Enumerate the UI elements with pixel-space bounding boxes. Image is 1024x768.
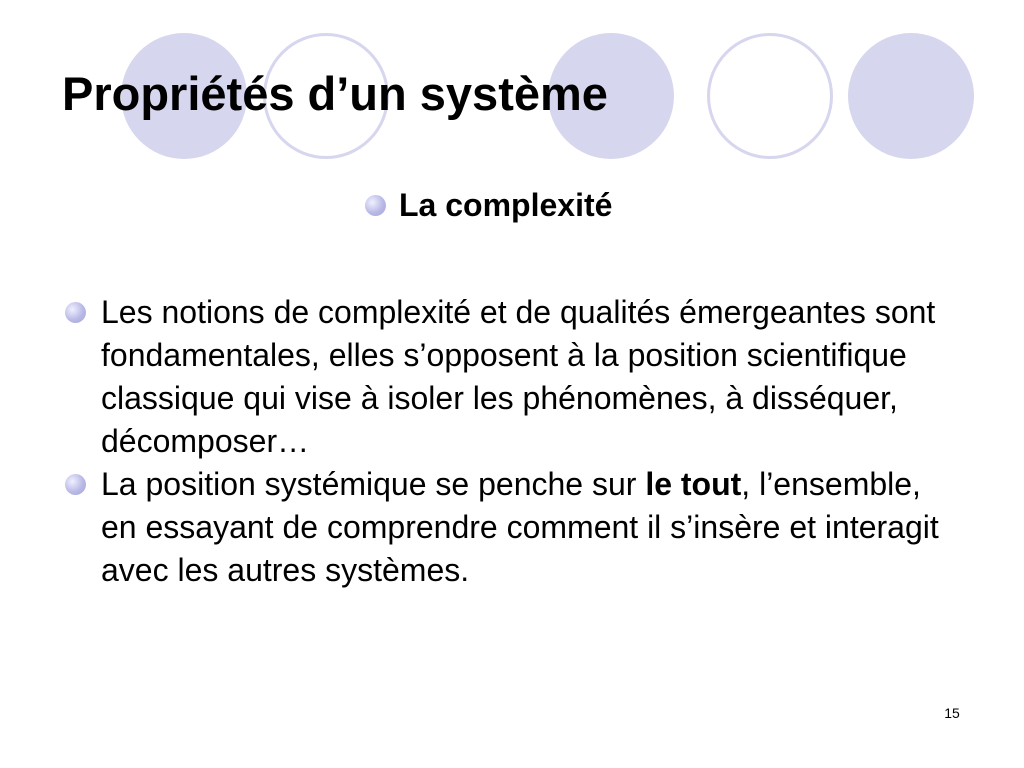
bullet-text-start: La position systémique se penche sur: [101, 466, 646, 502]
bullet-icon: [365, 195, 386, 216]
decorative-circle-outline: [707, 33, 833, 159]
decorative-circle-filled: [848, 33, 974, 159]
slide-title: Propriétés d’un système: [62, 67, 608, 120]
bullet-text-end: , l’ensemble, en essayant de comprendre comment il s’insère et interagit avec les autres systèmes.: [101, 466, 939, 588]
bullet-text-emphasis: le tout: [645, 466, 742, 502]
bullet-icon: [65, 474, 86, 495]
bullet-list: [62, 291, 962, 592]
bullet-text: Les notions de complexité et de qualités émergeantes sont fondamentales, elles s’opposent à la position scientifique classique qui vise à isoler les phénomènes, à disséquer, décomposer…: [101, 294, 936, 459]
bullet-icon: [65, 302, 86, 323]
slide-subtitle: [362, 185, 612, 225]
bullet-item: [62, 291, 962, 463]
subtitle-text: La complexité: [399, 187, 613, 223]
page-number: 15: [944, 705, 960, 721]
bullet-item: [62, 463, 962, 592]
